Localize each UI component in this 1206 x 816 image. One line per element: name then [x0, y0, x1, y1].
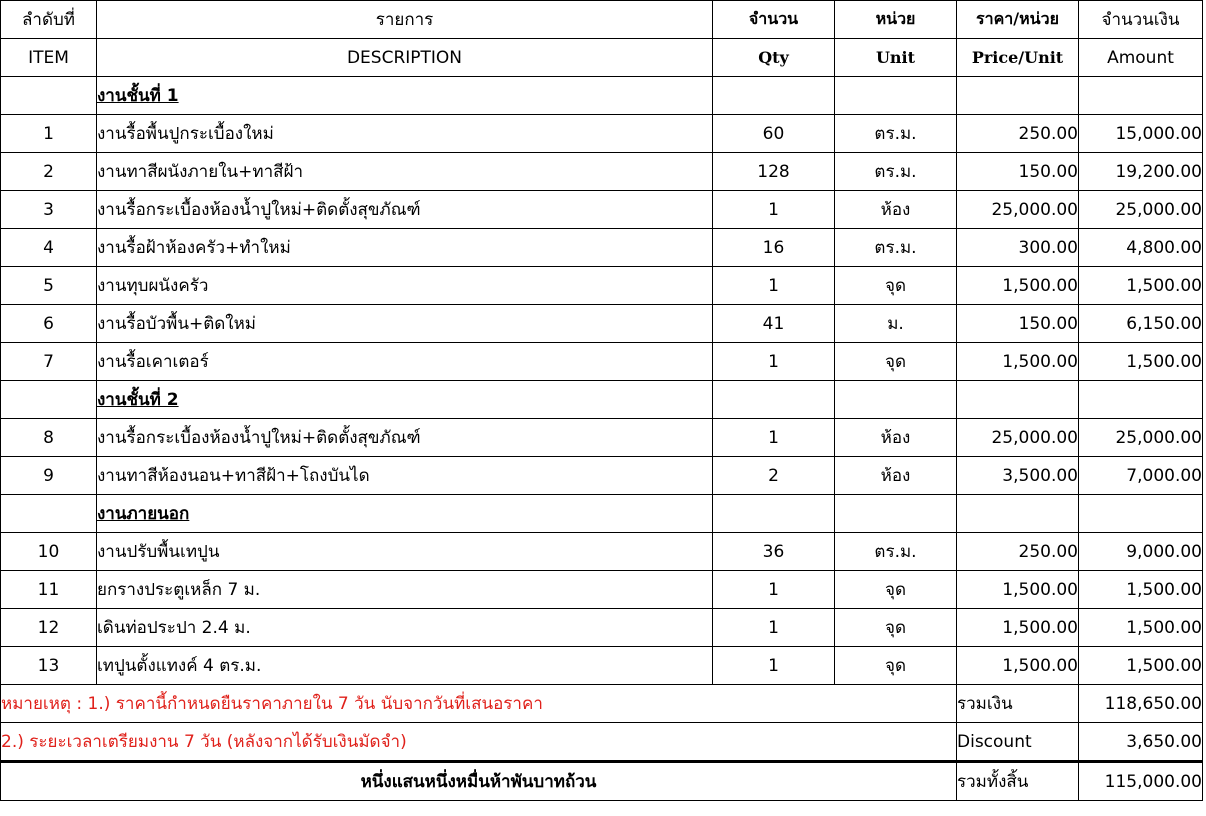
- item-unit: ตร.ม.: [835, 229, 957, 267]
- item-description: งานรื้อกระเบื้องห้องน้ำปูใหม่+ติดตั้งสุขภัณฑ์: [97, 191, 713, 229]
- item-price: 3,500.00: [957, 457, 1079, 495]
- price-cell: [957, 77, 1079, 115]
- header-unit-english: Unit: [835, 39, 957, 77]
- table-row: [1, 343, 1203, 381]
- item-number: 13: [1, 647, 97, 685]
- item-price: 150.00: [957, 305, 1079, 343]
- section-title: งานชั้นที่ 1: [97, 77, 713, 115]
- item-unit: จุด: [835, 343, 957, 381]
- item-price: 25,000.00: [957, 419, 1079, 457]
- item-price: 25,000.00: [957, 191, 1079, 229]
- discount-label: Discount: [957, 723, 1079, 762]
- item-qty: 36: [713, 533, 835, 571]
- item-qty: 1: [713, 647, 835, 685]
- table-row: [1, 267, 1203, 305]
- header-amount-english: Amount: [1079, 39, 1203, 77]
- amount-cell: [1079, 495, 1203, 533]
- item-qty: 41: [713, 305, 835, 343]
- price-cell: [957, 381, 1079, 419]
- section-row: [1, 495, 1203, 533]
- item-description: งานปรับพื้นเทปูน: [97, 533, 713, 571]
- item-number: 12: [1, 609, 97, 647]
- header-row-thai: [1, 1, 1203, 39]
- unit-cell: [835, 77, 957, 115]
- header-description-thai: รายการ: [97, 1, 713, 39]
- item-qty: 1: [713, 419, 835, 457]
- item-description: งานทาสีห้องนอน+ทาสีฝ้า+โถงบันได: [97, 457, 713, 495]
- item-qty: 1: [713, 571, 835, 609]
- subtotal-value: 118,650.00: [1079, 685, 1203, 723]
- amount-cell: [1079, 381, 1203, 419]
- item-price: 150.00: [957, 153, 1079, 191]
- item-qty: 16: [713, 229, 835, 267]
- header-description-english: DESCRIPTION: [97, 39, 713, 77]
- section-title: งานชั้นที่ 2: [97, 381, 713, 419]
- item-qty: 60: [713, 115, 835, 153]
- item-number: 10: [1, 533, 97, 571]
- item-number: 1: [1, 115, 97, 153]
- item-description: งานทาสีผนังภายใน+ทาสีฝ้า: [97, 153, 713, 191]
- item-price: 300.00: [957, 229, 1079, 267]
- item-unit: ตร.ม.: [835, 153, 957, 191]
- header-row-english: [1, 39, 1203, 77]
- item-price: 1,500.00: [957, 343, 1079, 381]
- item-number: 4: [1, 229, 97, 267]
- item-unit: ม.: [835, 305, 957, 343]
- item-unit: ตร.ม.: [835, 533, 957, 571]
- item-description: เดินท่อประปา 2.4 ม.: [97, 609, 713, 647]
- item-description: ยกรางประตูเหล็ก 7 ม.: [97, 571, 713, 609]
- unit-cell: [835, 381, 957, 419]
- item-number: 2: [1, 153, 97, 191]
- item-unit: ห้อง: [835, 191, 957, 229]
- item-amount: 7,000.00: [1079, 457, 1203, 495]
- item-unit: จุด: [835, 571, 957, 609]
- header-item-thai: ลำดับที่: [1, 1, 97, 39]
- table-row: [1, 609, 1203, 647]
- header-amount-thai: จำนวนเงิน: [1079, 1, 1203, 39]
- total-row: [1, 762, 1203, 801]
- item-number-cell: [1, 495, 97, 533]
- table-row: [1, 647, 1203, 685]
- item-qty: 2: [713, 457, 835, 495]
- table-row: [1, 305, 1203, 343]
- table-row: [1, 229, 1203, 267]
- note-row-1: [1, 685, 1203, 723]
- item-description: เทปูนตั้งแทงค์ 4 ตร.ม.: [97, 647, 713, 685]
- item-description: งานรื้อกระเบื้องห้องน้ำปูใหม่+ติดตั้งสุขภัณฑ์: [97, 419, 713, 457]
- item-description: งานรื้อพื้นปูกระเบื้องใหม่: [97, 115, 713, 153]
- item-description: งานทุบผนังครัว: [97, 267, 713, 305]
- section-row: [1, 77, 1203, 115]
- header-qty-english: Qty: [713, 39, 835, 77]
- table-row: [1, 419, 1203, 457]
- header-qty-thai: จำนวน: [713, 1, 835, 39]
- item-description: งานรื้อฝ้าห้องครัว+ทำใหม่: [97, 229, 713, 267]
- header-price-english: Price/Unit: [957, 39, 1079, 77]
- qty-cell: [713, 77, 835, 115]
- item-amount: 25,000.00: [1079, 191, 1203, 229]
- total-label: รวมทั้งสิ้น: [957, 762, 1079, 801]
- item-qty: 1: [713, 267, 835, 305]
- item-amount: 1,500.00: [1079, 571, 1203, 609]
- item-unit: จุด: [835, 609, 957, 647]
- item-unit: จุด: [835, 267, 957, 305]
- item-unit: ห้อง: [835, 419, 957, 457]
- header-price-thai: ราคา/หน่วย: [957, 1, 1079, 39]
- header-item-english: ITEM: [1, 39, 97, 77]
- item-amount: 15,000.00: [1079, 115, 1203, 153]
- item-description: งานรื้อบัวพื้น+ติดใหม่: [97, 305, 713, 343]
- note-line-1: หมายเหตุ : 1.) ราคานี้กำหนดยืนราคาภายใน 7 วัน นับจากวันที่เสนอราคา: [1, 685, 957, 723]
- item-number: 7: [1, 343, 97, 381]
- item-amount: 1,500.00: [1079, 267, 1203, 305]
- item-amount: 6,150.00: [1079, 305, 1203, 343]
- table-row: [1, 153, 1203, 191]
- total-in-words: หนึ่งแสนหนึ่งหมื่นห้าพันบาทถ้วน: [1, 762, 957, 801]
- table-row: [1, 533, 1203, 571]
- amount-cell: [1079, 77, 1203, 115]
- table-row: [1, 115, 1203, 153]
- item-price: 1,500.00: [957, 571, 1079, 609]
- item-number-cell: [1, 381, 97, 419]
- item-qty: 128: [713, 153, 835, 191]
- item-number: 9: [1, 457, 97, 495]
- item-unit: ตร.ม.: [835, 115, 957, 153]
- item-amount: 19,200.00: [1079, 153, 1203, 191]
- item-description: งานรื้อเคาเตอร์: [97, 343, 713, 381]
- price-cell: [957, 495, 1079, 533]
- note-row-2: [1, 723, 1203, 762]
- item-price: 1,500.00: [957, 647, 1079, 685]
- unit-cell: [835, 495, 957, 533]
- item-price: 250.00: [957, 533, 1079, 571]
- item-qty: 1: [713, 343, 835, 381]
- item-number: 11: [1, 571, 97, 609]
- section-title: งานภายนอก: [97, 495, 713, 533]
- table-row: [1, 457, 1203, 495]
- item-unit: จุด: [835, 647, 957, 685]
- note-line-2: 2.) ระยะเวลาเตรียมงาน 7 วัน (หลังจากได้รับเงินมัดจำ): [1, 723, 957, 762]
- item-number: 3: [1, 191, 97, 229]
- item-amount: 9,000.00: [1079, 533, 1203, 571]
- qty-cell: [713, 381, 835, 419]
- table-row: [1, 571, 1203, 609]
- item-qty: 1: [713, 191, 835, 229]
- item-price: 1,500.00: [957, 609, 1079, 647]
- item-amount: 1,500.00: [1079, 647, 1203, 685]
- item-amount: 4,800.00: [1079, 229, 1203, 267]
- item-price: 250.00: [957, 115, 1079, 153]
- discount-value: 3,650.00: [1079, 723, 1203, 762]
- subtotal-label: รวมเงิน: [957, 685, 1079, 723]
- header-unit-thai: หน่วย: [835, 1, 957, 39]
- qty-cell: [713, 495, 835, 533]
- item-amount: 1,500.00: [1079, 343, 1203, 381]
- item-number: 5: [1, 267, 97, 305]
- item-qty: 1: [713, 609, 835, 647]
- table-row: [1, 191, 1203, 229]
- item-amount: 1,500.00: [1079, 609, 1203, 647]
- item-number: 6: [1, 305, 97, 343]
- item-amount: 25,000.00: [1079, 419, 1203, 457]
- total-value: 115,000.00: [1079, 762, 1203, 801]
- item-price: 1,500.00: [957, 267, 1079, 305]
- item-number: 8: [1, 419, 97, 457]
- section-row: [1, 381, 1203, 419]
- item-number-cell: [1, 77, 97, 115]
- item-unit: ห้อง: [835, 457, 957, 495]
